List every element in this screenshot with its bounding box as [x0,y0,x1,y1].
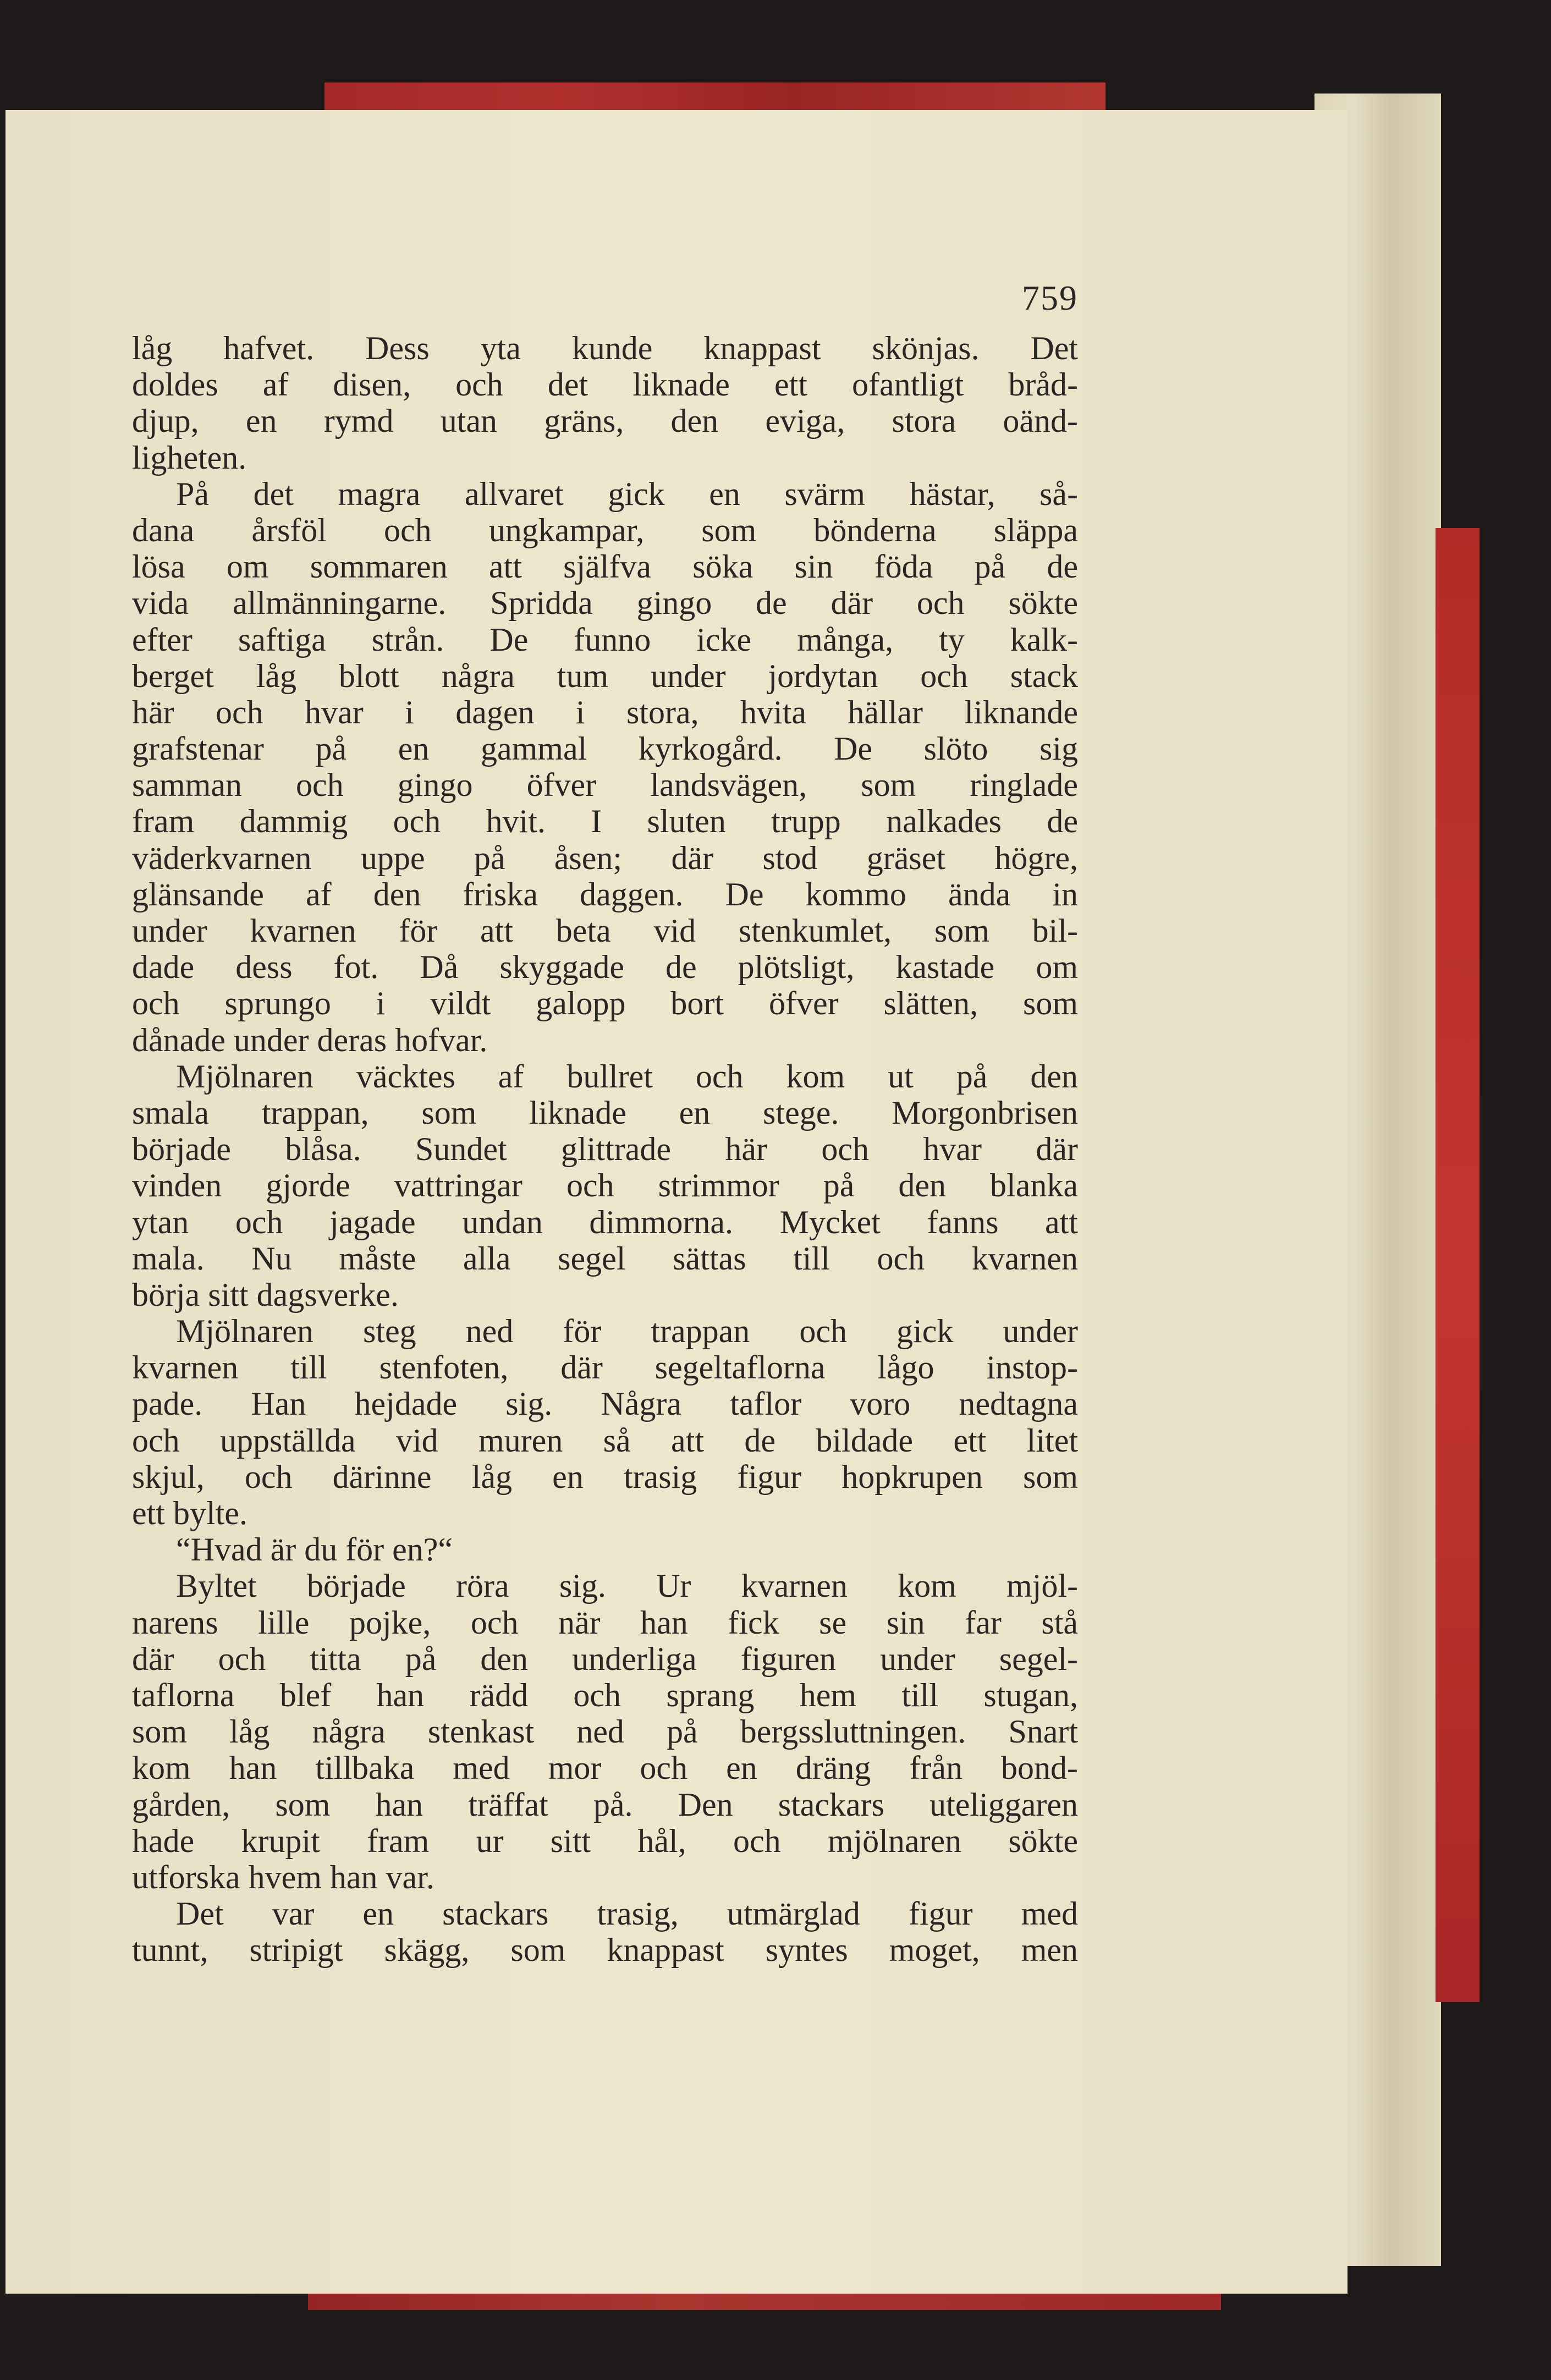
text-line: Byltet började röra sig. Ur kvarnen kom mjöl- [176,1568,1078,1604]
text-line: under kvarnen för att beta vid stenkumlet, som bil- [132,913,1078,949]
text-line: narens lille pojke, och när han fick se sin far stå [132,1604,1078,1641]
text-line: mala. Nu måste alla segel sättas till och kvarnen [132,1240,1078,1277]
text-line: ligheten. [132,439,247,476]
body-text [132,330,1078,1968]
text-line: efter saftiga strån. De funno icke många, ty kalk- [132,621,1078,658]
text-line: låg hafvet. Dess yta kunde knappast skönjas. Det [132,330,1078,366]
text-line: där och titta på den underliga figuren under segel- [132,1640,1078,1677]
text-line: berget låg blott några tum under jordytan och stack [132,657,1078,694]
text-line: skjul, och därinne låg en trasig figur hopkrupen som [132,1458,1078,1495]
text-line: samman och gingo öfver landsvägen, som ringlade [132,767,1078,804]
text-line: Mjölnaren väcktes af bullret och kom ut på den [176,1058,1078,1095]
text-line: dade dess fot. Då skyggade de plötsligt, kastade om [132,949,1078,986]
text-line: dana årsföl och ungkampar, som bönderna släppa [132,512,1078,548]
text-line: glänsande af den friska daggen. De kommo ända in [132,876,1078,913]
text-line: kvarnen till stenfoten, där segeltaflorna lågo instop- [132,1349,1078,1386]
text-line: lösa om sommaren att själfva söka sin föda på de [132,548,1078,585]
text-line: vida allmänningarne. Spridda gingo de där och sökte [132,585,1078,622]
book-edge-right [1436,528,1480,2002]
text-line: “Hvad är du för en?“ [176,1531,453,1568]
text-line: väderkvarnen uppe på åsen; där stod gräset högre, [132,839,1078,876]
text-line: doldes af disen, och det liknade ett ofantligt bråd- [132,366,1078,403]
text-line: ytan och jagade undan dimmorna. Mycket fanns att [132,1203,1078,1240]
text-line: som låg några stenkast ned på bergssluttningen. Snart [132,1713,1078,1750]
text-line: pade. Han hejdade sig. Några taflor voro nedtagna [132,1386,1078,1422]
text-line: börja sitt dagsverke. [132,1276,399,1313]
text-line: grafstenar på en gammal kyrkogård. De slöto sig [132,730,1078,767]
text-line: ett bylte. [132,1495,248,1531]
text-line: Det var en stackars trasig, utmärglad figur med [176,1895,1078,1932]
text-line: djup, en rymd utan gräns, den eviga, stora oänd- [132,403,1078,439]
text-line: dånade under deras hofvar. [132,1021,488,1058]
text-line: gården, som han träffat på. Den stackars uteliggaren [132,1786,1078,1823]
text-line: här och hvar i dagen i stora, hvita hällar liknande [132,694,1078,730]
text-line: taflorna blef han rädd och sprang hem till stugan, [132,1677,1078,1713]
text-line: utforska hvem han var. [132,1859,435,1895]
text-line: vinden gjorde vattringar och strimmor på den blanka [132,1167,1078,1204]
page-number: 759 [1022,278,1078,317]
text-line: hade krupit fram ur sitt hål, och mjölnaren sökte [132,1822,1078,1859]
text-line: smala trappan, som liknade en stege. Morgonbrisen [132,1094,1078,1131]
text-line: På det magra allvaret gick en svärm hästar, så- [176,475,1078,512]
text-line: kom han tillbaka med mor och en dräng från bond- [132,1750,1078,1787]
text-line: och uppställda vid muren så att de bildade ett litet [132,1422,1078,1459]
text-line: och sprungo i vildt galopp bort öfver slätten, som [132,985,1078,1022]
text-line: Mjölnaren steg ned för trappan och gick under [176,1313,1078,1350]
text-line: började blåsa. Sundet glittrade här och hvar där [132,1131,1078,1168]
text-line: fram dammig och hvit. I sluten trupp nalkades de [132,803,1078,840]
text-line: tunnt, stripigt skägg, som knappast syntes moget, men [132,1932,1078,1969]
